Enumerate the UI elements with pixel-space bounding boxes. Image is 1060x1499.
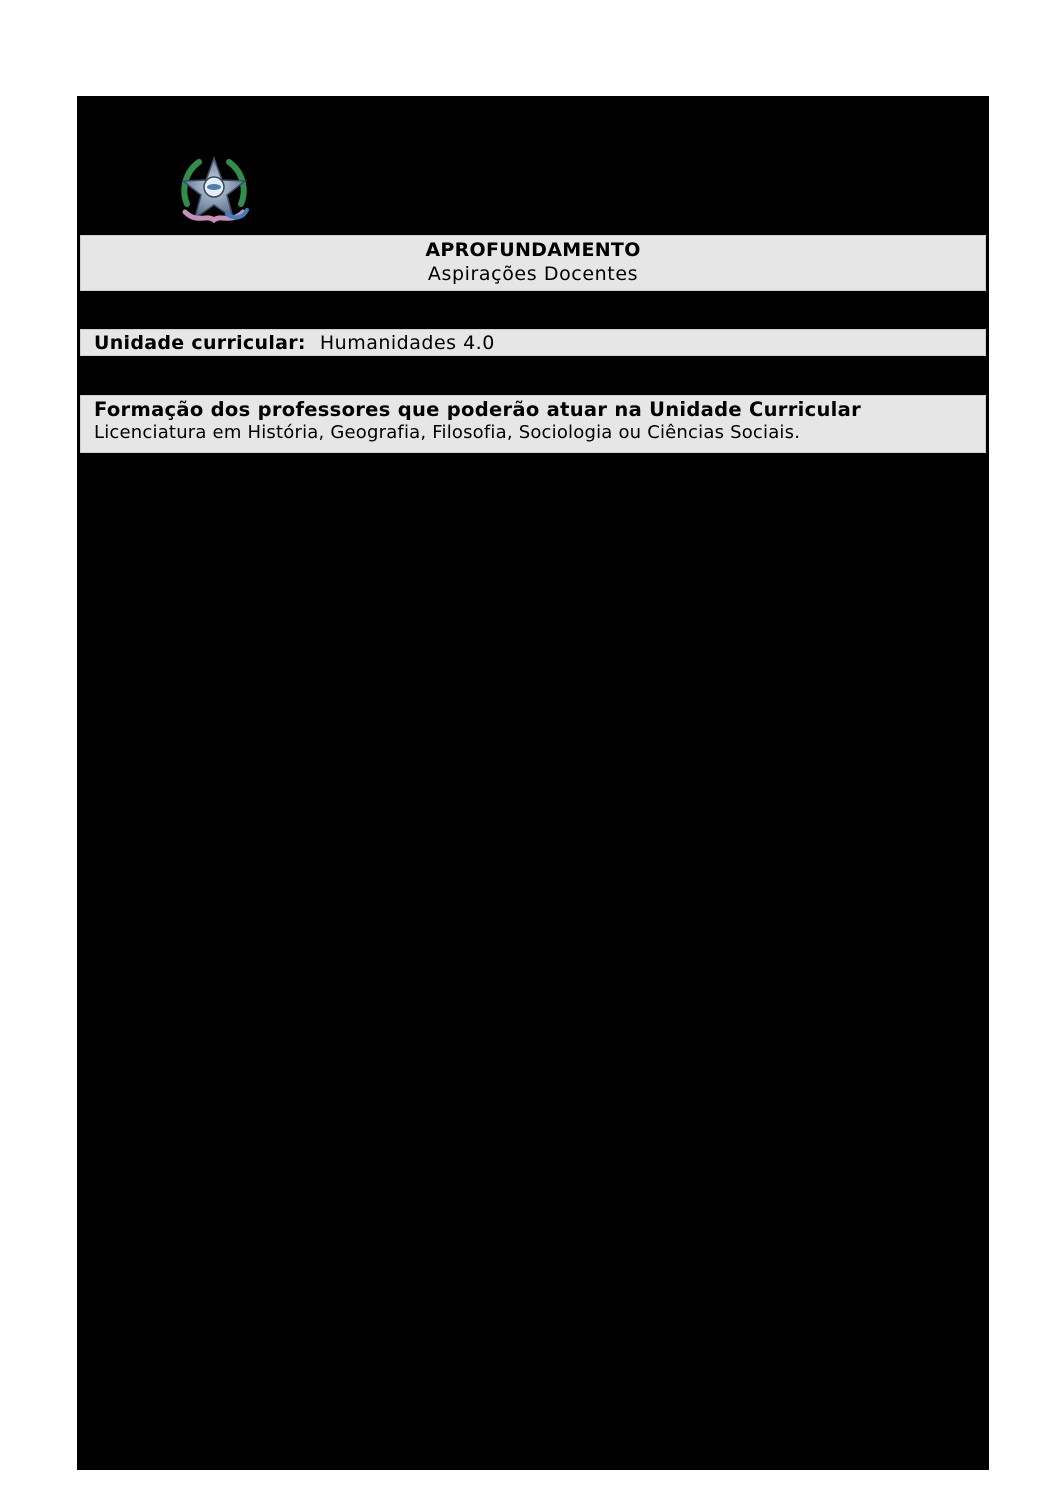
page-title: APROFUNDAMENTO [425,239,641,261]
title-band [80,235,986,291]
curricular-unit-band [80,329,986,356]
page-subtitle: Aspirações Docentes [427,263,639,285]
state-coat-of-arms-icon [177,154,251,226]
teacher-formation-band [80,395,986,453]
document-page [77,96,989,1470]
teacher-formation-heading: Formação dos professores que poderão atuar na Unidade Curricular [94,398,862,421]
curricular-unit-label: Unidade curricular: [94,332,306,354]
curricular-unit-value: Humanidades 4.0 [319,332,495,354]
teacher-formation-text: Licenciatura em História, Geografia, Filosofia, Sociologia ou Ciências Sociais. [94,422,801,443]
